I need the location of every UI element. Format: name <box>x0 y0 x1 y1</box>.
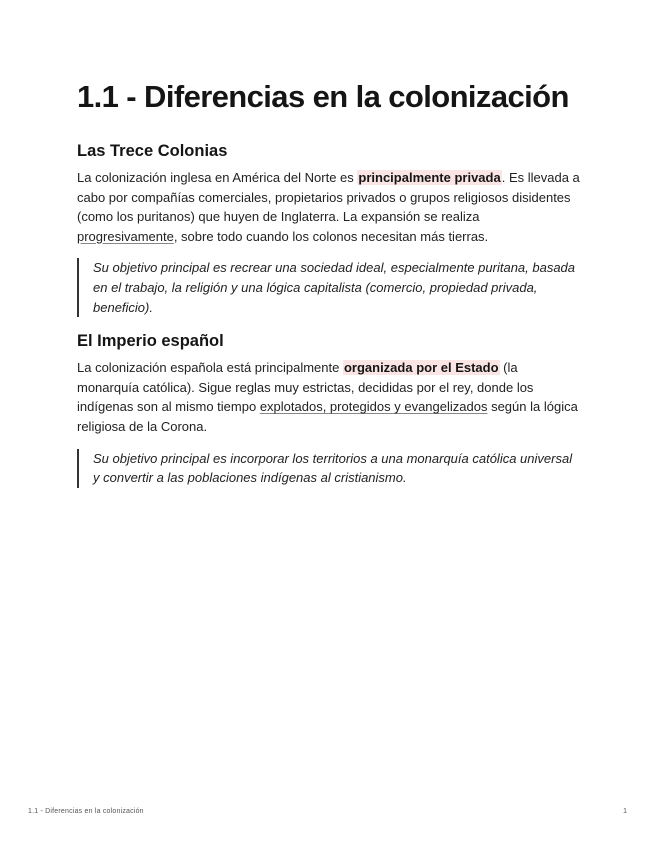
document-page <box>77 78 582 502</box>
underlined-text: explotados, protegidos y evangelizados <box>259 399 488 415</box>
paragraph-text: (la monarquía católica). Sigue reglas muy estrictas, decididas por el rey, donde los indígenas son al mismo tiempo <box>77 360 534 415</box>
highlighted-text: organizada por el Estado <box>343 360 499 376</box>
section-heading-imperio-espanol: El Imperio español <box>77 332 224 351</box>
paragraph-text: . Es llevada a cabo por compañías comerciales, propietarios privados o grupos religiosos disidentes (como los puritanos) que huyen de Inglaterra. La expansión se realiza <box>77 170 580 225</box>
highlighted-text: principalmente privada <box>358 170 501 185</box>
underlined-text: progresivamente <box>77 228 174 244</box>
paragraph-text: según la lógica religiosa de la Corona. <box>77 399 578 434</box>
paragraph-text: , sobre todo cuando los colonos necesitan más tierras. <box>173 228 489 244</box>
quote-trece-colonias: Su objetivo principal es recrear una sociedad ideal, especialmente puritana, basada en el trabajo, la religión y una lógica capitalista (comercio, propiedad privada, beneficio). <box>77 258 582 317</box>
section-heading-trece-colonias: Las Trece Colonias <box>77 142 228 160</box>
footer-document-title: 1.1 - Diferencias en la colonización <box>28 808 144 815</box>
paragraph-text: La colonización inglesa en América del Norte es <box>77 170 358 185</box>
footer-page-number: 1 <box>623 808 627 815</box>
paragraph-trece-colonias <box>77 168 582 246</box>
paragraph-imperio-espanol <box>77 358 582 436</box>
quote-imperio-espanol: Su objetivo principal es incorporar los territorios a una monarquía católica universal y convertir a las poblaciones indígenas al cristianismo. <box>77 449 582 488</box>
paragraph-text: La colonización española está principalmente <box>77 360 343 376</box>
page-title: 1.1 - Diferencias en la colonización <box>77 79 569 114</box>
